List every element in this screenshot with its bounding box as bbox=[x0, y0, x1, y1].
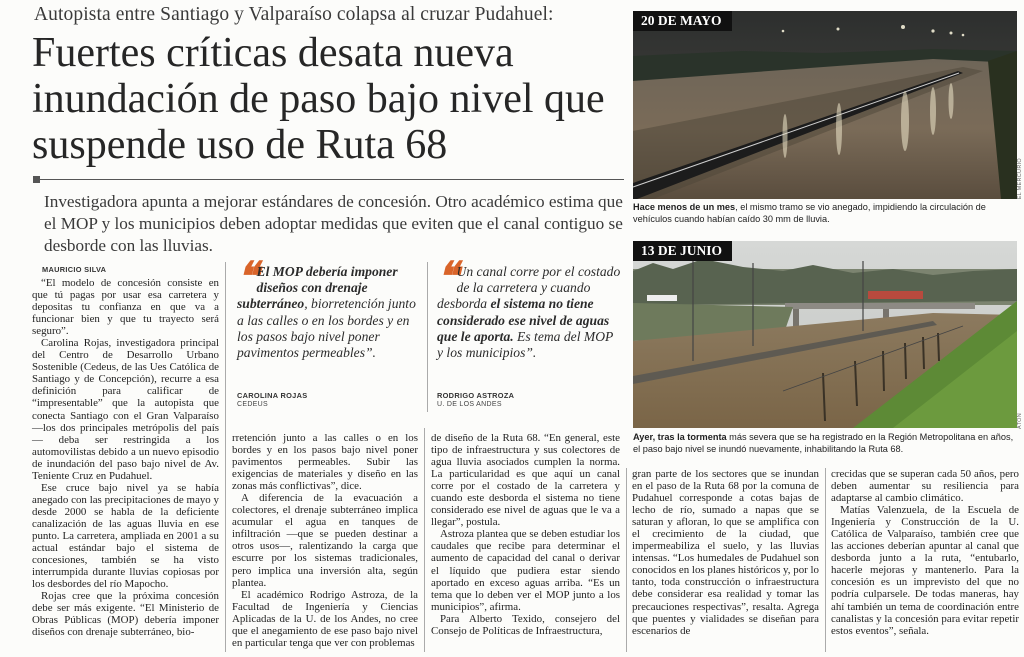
photo-credit: EL MERCURIO bbox=[1017, 158, 1023, 200]
quote-mark-icon: ❝ bbox=[437, 253, 453, 300]
column-1 bbox=[32, 277, 219, 638]
photo-flooded-underpass-june bbox=[633, 241, 1017, 428]
quote-divider bbox=[427, 262, 428, 412]
column-5 bbox=[831, 468, 1019, 637]
col2-paragraph: El académico Rodrigo Astroza, de la Facultad de Ingeniería y Ciencias Aplicadas de la U. de los Andes, no cree que el anegamiento de ese paso bajo nivel en particular tenga que ver con problemas bbox=[232, 588, 418, 649]
col1-paragraph: “El modelo de concesión consiste en que tú pagas por usar esa carretera y depositas tu confianza en que va a funcionar bien y que tu trayecto será seguro”. bbox=[32, 277, 219, 338]
photo-caption: Hace menos de un mes, el mismo tramo se vio anegado, impidiendo la circulación de vehículos cuando habían caído 30 mm de lluvia. bbox=[633, 202, 986, 224]
column-divider bbox=[825, 468, 826, 652]
column-divider bbox=[424, 428, 425, 652]
pull-quote-2: ❝ Un canal corre por el costado de la carretera y cuando desborda el sistema no tiene considerado ese nivel de aguas que le aporta. Es tema del MOP y los municipios”. bbox=[437, 253, 621, 361]
photo-flooded-underpass-june-image bbox=[633, 241, 1017, 428]
col1-paragraph: Carolina Rojas, investigadora principal del Centro de Desarrollo Urbano Sostenible (Cedeus, de las Ues Católica de Santiago y de Concepción), recurre a esa definición para calificar de “impresentable” que la autopista que conecta Santiago con el Gran Valparaíso —los dos principales metrópolis del país— deba ser restringida a los automovilistas debido a un nuevo episodio de inundación del paso bajo nivel de Av. Teniente Cruz en Pudahuel. bbox=[32, 337, 219, 482]
headline-rule bbox=[36, 179, 624, 180]
photo-caption: Ayer, tras la tormenta más severa que se ha registrado en la Región Metropolitana en años, el paso bajo nivel se inundó nuevamente, inhabilitando la Ruta 68. bbox=[633, 432, 1014, 454]
col2-paragraph: A diferencia de la evacuación a colectores, el drenaje subterráneo implica acumular el agua en tanques de infiltración —que se pueden destinar a otros usos—, ralentizando la carga que escurre por los sistemas tradicionales, pero implica una inversión alta, según plantea. bbox=[232, 492, 418, 589]
quote2-name: RODRIGO ASTROZA bbox=[437, 391, 515, 400]
kicker: Autopista entre Santiago y Valparaíso colapsa al cruzar Pudahuel: bbox=[34, 4, 554, 25]
column-divider bbox=[225, 262, 226, 652]
quote1-name: CAROLINA ROJAS bbox=[237, 391, 308, 400]
col1-paragraph: Rojas cree que la próxima concesión debe ser más exigente. “El Ministerio de Obras Públicas (MOP) debería imponer diseños con drenaje subterráneo, bio- bbox=[32, 590, 219, 639]
col4-paragraph: gran parte de los sectores que se inundan en el paso de la Ruta 68 por la comuna de Pudahuel corresponde a cotas bajas de lecho de río, sumado a napas que se saturan y afloran, lo que se amplifica con el crecimiento de la ciudad, que impermeabiliza el suelo, y las lluvias intensas. “Los humedales de Pudahuel son conocidos en los planes históricos y, por lo tanto, toda construcción o infraestructura debe considerar esa realidad y tomar las precauciones respectivas”, resalta. Agrega que puentes y vialidades se diseñan para escenarios de bbox=[632, 468, 819, 637]
quote-mark-icon: ❝ bbox=[237, 253, 253, 300]
headline: Fuertes críticas desata nueva inundación de paso bajo nivel que suspende uso de Ruta 68 bbox=[32, 30, 605, 168]
byline: MAURICIO SILVA bbox=[42, 265, 107, 274]
quote1-org: CEDEUS bbox=[237, 401, 268, 408]
col1-paragraph: Ese cruce bajo nivel ya se había anegado con las precipitaciones de mayo y desde 2000 se habla de la deficiente canalización de las aguas lluvia en ese punto. La carretera, ampliada en 2001 a su actual estándar bajo el sistema de concesiones, también se ha visto interrumpida durante lluvias copiosas por los desbordes del río Mapocho. bbox=[32, 481, 219, 591]
pull-quote-1: ❝ El MOP debería imponer diseños con drenaje subterráneo, biorretención junto a las calles o en los bordes y en los pasos bajo nivel poner pavimentos permeables”. bbox=[237, 253, 416, 361]
col3-paragraph: Para Alberto Texido, consejero del Consejo de Políticas de Infraestructura, bbox=[431, 612, 620, 637]
col3-paragraph: Astroza plantea que se deben estudiar los caudales que recibe para determinar el aumento de capacidad del canal o derivar el líquido que pudiera estar siendo aportado en exceso aguas arriba. “Es un tema que lo deben ver el MOP junto a los municipios”, afirma. bbox=[431, 528, 620, 613]
column-3 bbox=[431, 432, 620, 637]
col2-paragraph: rretención junto a las calles o en los bordes y en los pasos bajo nivel poner pavimentos permeables. Subir las exigencias de materiales y diseño en las zonas más conflictivas”, dice. bbox=[232, 432, 418, 493]
photo-date-tag: 13 DE JUNIO bbox=[633, 241, 732, 261]
quote2-org: U. DE LOS ANDES bbox=[437, 401, 502, 408]
col5-paragraph: crecidas que se superan cada 50 años, pero deben aumentar su resiliencia para adaptarse al cambio climático. bbox=[831, 468, 1019, 505]
col5-paragraph: Matías Valenzuela, de la Escuela de Ingeniería y Construcción de la U. Católica de Valparaíso, también cree que las acciones deberían apuntar al canal que desborda junto a la ruta, “entubarlo, hacerle mejoras y mantenerlo. Para la concesión es un imprevisto del que no podría culparsele. De todas maneras, hay ahí también un tema de coordinación entre canalistas y la concesión para evitar repetir estos eventos”, señala. bbox=[831, 504, 1019, 637]
column-divider bbox=[626, 468, 627, 652]
column-2 bbox=[232, 432, 418, 649]
col3-paragraph: de diseño de la Ruta 68. “En general, este tipo de infraestructura y sus colectores de agua lluvia asociados cumplen la norma. La particularidad es que aquí un canal corre por el costado de la carretera y cuando este desborda el sistema no tiene considerado ese nivel de aguas que le va a llegar”, postula. bbox=[431, 432, 620, 529]
photo-credit: ATON bbox=[1017, 413, 1023, 429]
photo-flooded-highway-may-image bbox=[633, 11, 1017, 199]
photo-flooded-highway-may bbox=[633, 11, 1017, 199]
column-4 bbox=[632, 468, 819, 637]
deck: Investigadora apunta a mejorar estándares de concesión. Otro académico estima que el MOP y los municipios deben adoptar medidas que eviten que el canal contiguo se desborde con las lluvias. bbox=[44, 192, 623, 255]
photo-date-tag: 20 DE MAYO bbox=[633, 11, 732, 31]
